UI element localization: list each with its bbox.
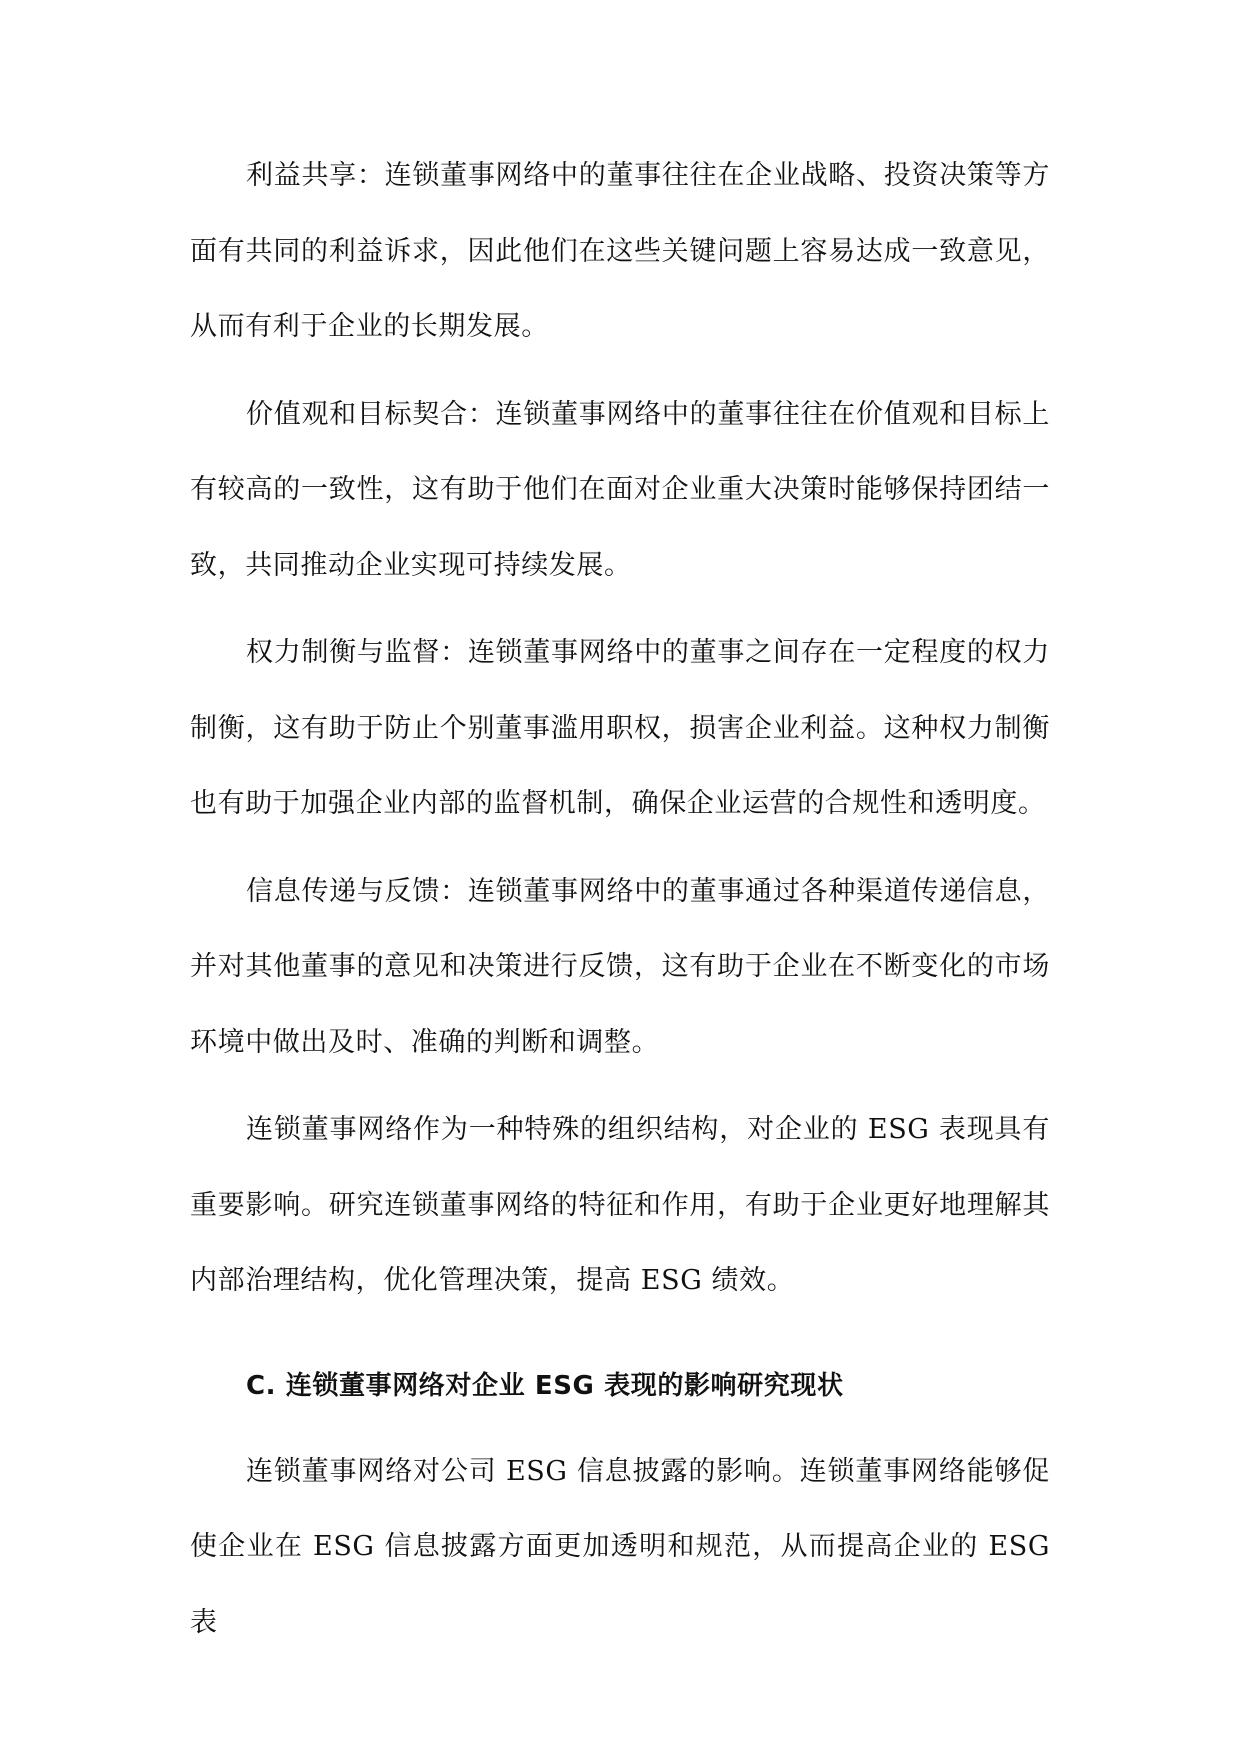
paragraph-information-feedback: 信息传递与反馈：连锁董事网络中的董事通过各种渠道传递信息，并对其他董事的意见和决策进行反馈，这有助于企业在不断变化的市场环境中做出及时、准确的判断和调整。 <box>190 875 1050 1058</box>
paragraph-profit-sharing: 利益共享：连锁董事网络中的董事往往在企业战略、投资决策等方面有共同的利益诉求，因此他们在这些关键问题上容易达成一致意见，从而有利于企业的长期发展。 <box>190 160 1050 342</box>
paragraph-power-balance: 权力制衡与监督：连锁董事网络中的董事之间存在一定程度的权力制衡，这有助于防止个别董事滥用职权，损害企业利益。这种权力制衡也有助于加强企业内部的监督机制，确保企业运营的合规性和透明度。 <box>190 637 1050 819</box>
paragraph-values-alignment: 价值观和目标契合：连锁董事网络中的董事往往在价值观和目标上有较高的一致性，这有助于他们在面对企业重大决策时能够保持团结一致，共同推动企业实现可持续发展。 <box>190 398 1050 581</box>
paragraph-summary: 连锁董事网络作为一种特殊的组织结构，对企业的 ESG 表现具有重要影响。研究连锁董事网络的特征和作用，有助于企业更好地理解其内部治理结构，优化管理决策，提高 ESG 绩效。 <box>190 1114 1050 1296</box>
paragraph-esg-disclosure: 连锁董事网络对公司 ESG 信息披露的影响。连锁董事网络能够促使企业在 ESG 信息披露方面更加透明和规范，从而提高企业的 ESG 表 <box>190 1455 1050 1638</box>
section-heading: C. 连锁董事网络对企业 ESG 表现的影响研究现状 <box>246 1370 844 1401</box>
document-body <box>190 138 1050 1672</box>
